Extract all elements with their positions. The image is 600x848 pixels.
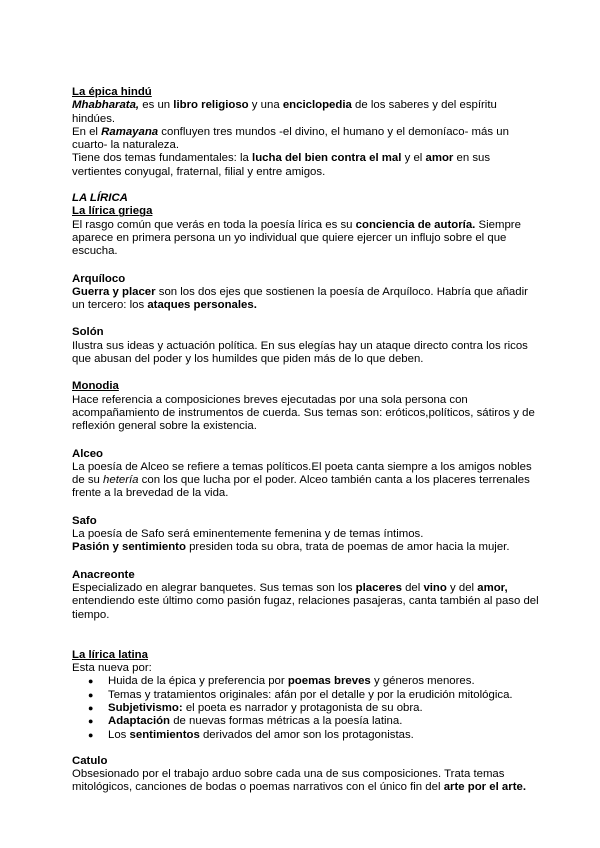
paragraph-monodia: Hace referencia a composiciones breves ejecutadas por una sola persona con acompañamiento de instrumentos de cuerda. Sus temas son: eróticos,políticos, sátiros y de reflexión general sobre la existencia. (72, 393, 535, 433)
list-item: ● Temas y tratamientos originales: afán por el detalle y por la erudición mitológica. (72, 689, 542, 702)
section-title-anacreonte: Anacreonte (72, 568, 135, 581)
section-title-lirica-griega: La lírica griega (72, 205, 153, 218)
section-title-lirica-latina: La lírica latina (72, 648, 148, 661)
section-title-arquiloco: Arquíloco (72, 272, 126, 285)
latina-list (72, 675, 542, 741)
paragraph-safo-2: Pasión y sentimiento presiden toda su obra, trata de poemas de amor hacia la mujer. (72, 541, 510, 554)
list-item: ● Los sentimientos derivados del amor son los protagonistas. (72, 729, 542, 742)
list-item: ● Subjetivismo: el poeta es narrador y protagonista de su obra. (72, 702, 542, 715)
paragraph-solon: Ilustra sus ideas y actuación política. En sus elegías hay un ataque directo contra los ricos que abusan del poder y los humildes que piden más de lo que deben. (72, 339, 528, 366)
section-title-safo: Safo (72, 514, 97, 527)
section-title-monodia: Monodia (72, 380, 119, 393)
section-title-solon: Solón (72, 326, 104, 339)
paragraph-mahabharata: Mhabharata, es un libro religioso y una enciclopedia de los saberes y del espíritu hindúes. (72, 99, 497, 125)
paragraph-ramayana: En el Ramayana confluyen tres mundos -el divino, el humano y el demoníaco- más un cuarto- la naturaleza. (72, 125, 509, 152)
section-title-catulo: Catulo (72, 754, 108, 767)
section-title-epica: La épica hindú (72, 86, 152, 98)
paragraph-latina-intro: Esta nueva por: (72, 662, 152, 675)
list-item: ● Adaptación de nuevas formas métricas a la poesía latina. (72, 715, 542, 728)
paragraph-safo-1: La poesía de Safo será eminentemente femenina y de temas íntimos. (72, 528, 424, 541)
paragraph-temas: Tiene dos temas fundamentales: la lucha del bien contra el mal y el amor en sus vertientes conyugal, fraternal, filial y entre amigos. (72, 152, 491, 178)
list-item: ● Huida de la épica y preferencia por poemas breves y géneros menores. (72, 675, 542, 688)
paragraph-catulo: Obsesionado por el trabajo arduo sobre cada una de sus composiciones. Trata temas mitológicos, canciones de bodas o poemas narrativos con el único fin del arte por el arte. (72, 768, 526, 794)
section-heading-lirica: LA LÍRICA (72, 192, 128, 205)
paragraph-lirica-griega: El rasgo común que verás en toda la poesía lírica es su conciencia de autoría. Siempre aparece en primera persona un yo individual que quiere ejercer un influjo sobre el que escucha. (72, 218, 521, 258)
document-page (72, 86, 542, 795)
paragraph-anacreonte: Especializado en alegrar banquetes. Sus temas son los placeres del vino y del amor, entendiendo este último como pasión fugaz, relaciones pasajeras, canta también al paso del tiempo. (72, 581, 539, 621)
paragraph-arquiloco: Guerra y placer son los dos ejes que sostienen la poesía de Arquíloco. Habría que añadir un tercero: los ataques personales. (72, 285, 528, 312)
paragraph-alceo: La poesía de Alceo se refiere a temas políticos.El poeta canta siempre a los amigos nobles de su hetería con los que lucha por el poder. Alceo también canta a los placeres terrenales frente a la brevedad de la vida. (72, 460, 532, 500)
section-title-alceo: Alceo (72, 447, 104, 460)
